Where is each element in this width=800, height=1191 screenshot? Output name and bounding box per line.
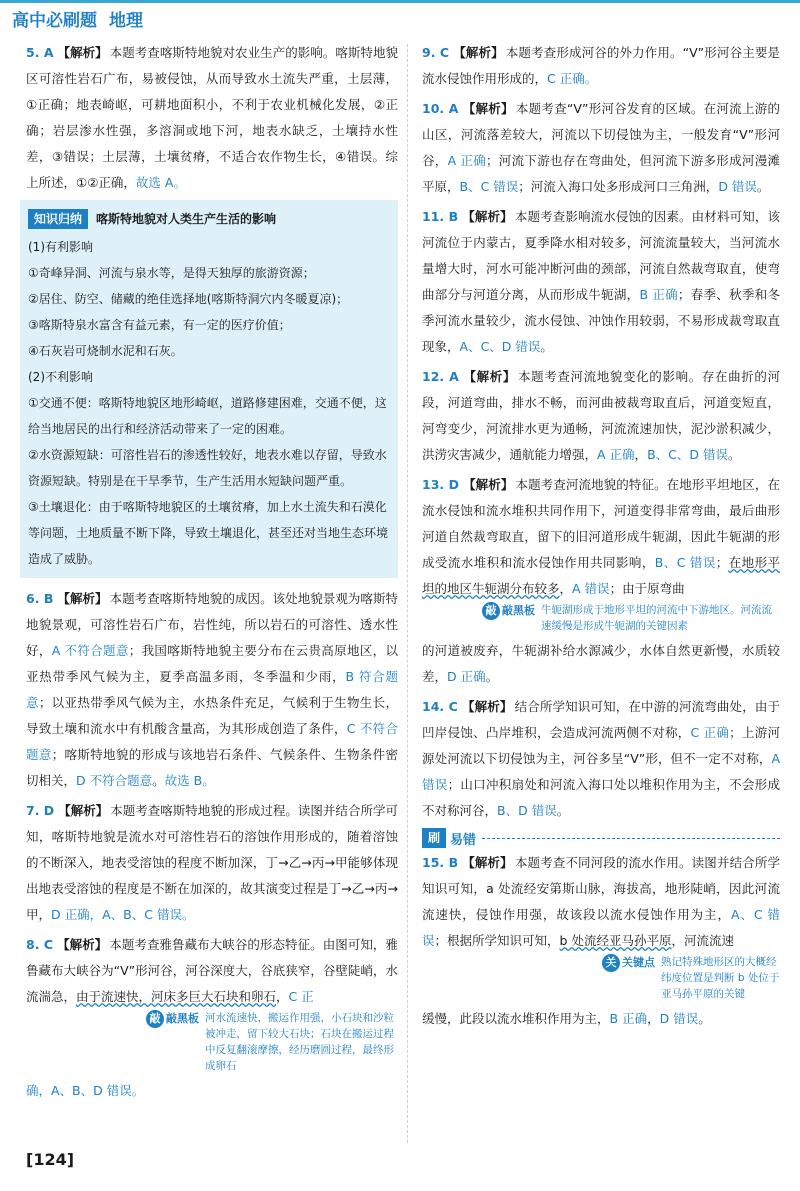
analysis-text: ； <box>715 555 729 570</box>
section-tag-text: 易错 <box>450 832 477 848</box>
question-6 <box>26 586 398 794</box>
page-header <box>12 4 143 32</box>
analysis-tag: 【解析】 <box>462 855 513 870</box>
analysis-text: 本题考查影响流水侵蚀的因素。由材料可知，该河流位于内蒙古，夏季降水相对较多，河流流量较大，当河流水量增大时，河水可能冲断河曲的颈部，河流自然裁弯取直，使弯曲部分与河道分离，从而形成牛轭湖， <box>422 209 780 302</box>
analysis-tag: 【解析】 <box>462 209 513 224</box>
analysis-tag: 【解析】 <box>453 45 504 60</box>
question-number: 7. D <box>26 803 55 818</box>
option-judgement: B、C、D 错误 <box>647 447 728 462</box>
question-number: 8. C <box>26 937 54 952</box>
left-column <box>26 40 398 1151</box>
knowledge-line: ③土壤退化：由于喀斯特地貌区的土壤贫瘠，加上水土流失和石漠化等问题，土地质量不断下降，导致土壤退化，甚至还对当地生态环境造成了威胁。 <box>28 500 389 566</box>
question-number: 13. D <box>422 477 459 492</box>
underlined-text: b 处流经亚马孙平原 <box>559 933 672 948</box>
knowledge-line: ③喀斯特泉水富含有益元素，有一定的医疗价值； <box>28 318 291 332</box>
answer-text: 故选 A。 <box>135 175 186 190</box>
tip-text: 牛轭湖形成于地形平坦的河流中下游地区。河流流速缓慢是形成牛轭湖的关键因素 <box>541 604 772 632</box>
question-7 <box>26 798 398 928</box>
analysis-text: 缓慢，此段以流水堆积作用为主， <box>422 1011 610 1026</box>
question-8 <box>26 932 398 1010</box>
option-judgement: B 正确 <box>639 287 678 302</box>
knowledge-line: ②居住、防空、储藏的绝佳选择地(喀斯特洞穴内冬暖夏凉)； <box>28 292 349 306</box>
answer-text: C 正确。 <box>547 71 598 86</box>
analysis-text: 本题考查河流地貌的特征。在地形平坦地区，在流水侵蚀和流水堆积共同作用下，河道变得非常弯曲，最后曲形河道自然裁弯取直，留下的旧河道形成牛轭湖，因此牛轭湖的形成受流水堆积和流水侵蚀作用共同影响， <box>422 477 780 570</box>
section-tag-line <box>482 838 780 839</box>
question-number: 10. A <box>422 101 459 116</box>
key-point-text: 熟记特殊地形区的大概经纬度位置是判断 b 处位于亚马孙平原的关键 <box>661 956 780 1000</box>
question-5 <box>26 40 398 196</box>
analysis-tag: 【解析】 <box>58 803 109 818</box>
analysis-tag: 【解析】 <box>462 477 514 492</box>
question-13 <box>422 472 780 602</box>
underlined-text: 在地形平坦的地区牛轭湖分布较多 <box>422 555 780 596</box>
column-divider <box>407 44 408 1143</box>
tip-label: 敲 敲黑板 <box>146 1010 199 1074</box>
answer-text: D 正确，A、B、C 错误。 <box>51 907 195 922</box>
option-judgement: B、C 错误 <box>459 179 519 194</box>
option-judgement: A 不符合题意 <box>51 643 129 658</box>
question-9 <box>422 40 780 92</box>
key-point-label: 关 关键点 <box>602 954 655 1002</box>
tip-note <box>482 602 780 634</box>
analysis-text: ；根据所学知识可知， <box>434 933 560 948</box>
analysis-text: 本题考查喀斯特地貌对农业生产的影响。喀斯特地貌区可溶性岩石广布，易被侵蚀，从而导致水土流失严重，土层薄，①正确；地表崎岖，可耕地面积小，不利于农业机械化发展，②正确；岩层渗水性强，多溶洞或地下河，地表水缺乏，土壤持水性差，③错误；土层薄，土壤贫瘠，不适合农作物生长，④错误。综上所述，①②正确， <box>26 45 398 190</box>
analysis-text: ；河流下游也存在弯曲处，但河流下游多形成河漫滩平原， <box>422 153 780 194</box>
analysis-text: 。 <box>556 803 570 818</box>
top-stripe <box>0 0 800 3</box>
analysis-text: 。 <box>485 669 499 684</box>
key-icon: 关 <box>602 954 620 972</box>
analysis-tag: 【解析】 <box>57 591 108 606</box>
analysis-text: ， <box>559 581 573 596</box>
analysis-text: 。 <box>540 339 553 354</box>
knowledge-title: 喀斯特地貌对人类生产生活的影响 <box>96 212 277 226</box>
analysis-text: 本题考查喀斯特地貌的形成过程。读图并结合所学可知，喀斯特地貌是流水对可溶性岩石的溶蚀作用形成的，随着溶蚀的不断深入，地表受溶蚀的程度不断加深，丁→乙→丙→甲能够体现出地表受溶蚀的程度是不断在加深的，故其演变过程是丁→乙→丙→甲， <box>26 803 398 922</box>
question-number: 11. B <box>422 209 459 224</box>
analysis-text: ， <box>276 989 289 1004</box>
underlined-text: 由于流速快，河床多巨大石块和卵石 <box>76 989 277 1004</box>
analysis-tag: 【解析】 <box>462 101 514 116</box>
knowledge-line: ①奇峰异洞、河流与泉水等，是得天独厚的旅游资源； <box>28 266 315 280</box>
knowledge-line: ①交通不便：喀斯特地貌区地形崎岖，道路修建困难，交通不便，这给当地居民的出行和经济活动带来了一定的困难。 <box>28 396 387 436</box>
knowledge-box <box>20 200 398 578</box>
analysis-text: 本题考查河流地貌变化的影响。存在曲折的河段，河道弯曲，排水不畅，而河曲被裁弯取直后，河道变短直，河弯变少，河流排水更为通畅，河流流速加快，泥沙淤积减少，洪涝灾害减少，通航能力增强， <box>422 369 780 462</box>
analysis-text: ；上游河源处河流以下切侵蚀为主，河谷多呈“V”形，但不一定不对称， <box>422 725 780 766</box>
question-number: 12. A <box>422 369 459 384</box>
analysis-text: ；山口冲积扇处和河流入海口处以堆积作用为主，不会形成不对称河谷， <box>422 777 780 818</box>
option-judgement: B、C 错误 <box>654 555 716 570</box>
option-judgement: C 正确 <box>690 725 730 740</box>
question-15 <box>422 850 780 954</box>
option-judgement: D 正确 <box>447 669 486 684</box>
analysis-text: ；由于原弯曲 <box>609 581 685 596</box>
option-judgement: B 正确 <box>609 1011 648 1026</box>
analysis-text: 本题考查形成河谷的外力作用。“V”形河谷主要是流水侵蚀作用形成的， <box>422 45 780 86</box>
option-judgement: D 错误 <box>659 1011 699 1026</box>
option-judgement: C 不符合题意 <box>26 721 398 762</box>
option-judgement: B 符合题意 <box>26 669 398 710</box>
analysis-text: 。 <box>756 179 770 194</box>
analysis-text: ；春季、秋季和冬季河流水量较少，流水侵蚀、冲蚀作用较弱，不易形成裁弯取直现象， <box>422 287 780 354</box>
option-judgement: A、C 错误 <box>422 907 780 948</box>
tip-icon: 敲 <box>146 1010 164 1028</box>
question-number: 9. C <box>422 45 450 60</box>
analysis-tag: 【解析】 <box>57 937 108 952</box>
tip-icon: 敲 <box>482 602 500 620</box>
analysis-text: 。 <box>698 1011 711 1026</box>
option-judgement: B、D 错误 <box>497 803 557 818</box>
option-judgement: A 错误 <box>572 581 610 596</box>
question-number: 15. B <box>422 855 459 870</box>
analysis-text: ， <box>647 1011 660 1026</box>
analysis-text: ；喀斯特地貌的形成与该地岩石条件、气候条件、生物条件密切相关， <box>26 747 398 788</box>
knowledge-line: (1)有利影响 <box>28 240 93 254</box>
question-13-end <box>422 638 780 690</box>
book-title: 高中必刷题 <box>12 10 97 31</box>
analysis-text: 本题考查雅鲁藏布大峡谷的形态特征。由图可知，雅鲁藏布大峡谷为“V”形河谷，河谷深度大，谷底狭窄，谷壁陡峭，水流湍急， <box>26 937 398 1004</box>
option-judgement: D 错误 <box>718 179 757 194</box>
question-number: 5. A <box>26 45 54 60</box>
knowledge-box-header <box>28 206 388 232</box>
question-10 <box>422 96 780 200</box>
analysis-text: 的河道被废弃，牛轭湖补给水源减少，水体自然更新慢，水质较差， <box>422 643 780 684</box>
question-14 <box>422 694 780 824</box>
question-11 <box>422 204 780 360</box>
analysis-text: ，河流流速 <box>671 933 734 948</box>
option-judgement: A、C、D 错误 <box>459 339 541 354</box>
analysis-tag: 【解析】 <box>57 45 108 60</box>
question-12 <box>422 364 780 468</box>
answer-text: C 正 <box>288 989 314 1004</box>
subject-title: 地理 <box>109 10 143 31</box>
question-number: 14. C <box>422 699 458 714</box>
analysis-tag: 【解析】 <box>461 699 513 714</box>
analysis-text: ；河流入海口处多形成河口三角洲， <box>518 179 719 194</box>
section-tag-label: 刷 <box>422 828 446 848</box>
question-number: 6. B <box>26 591 54 606</box>
option-judgement: A 正确 <box>447 153 487 168</box>
analysis-text: 本题考查喀斯特地貌的成因。该处地貌景观为喀斯特地貌景观，可溶性岩石广布，岩性纯，所以岩石的可溶性、透水性好， <box>26 591 398 658</box>
analysis-text: ， <box>634 447 648 462</box>
key-point-note <box>602 954 780 1002</box>
question-8-end <box>26 1078 398 1104</box>
answer-text: 确，A、B、D 错误。 <box>26 1083 145 1098</box>
knowledge-line: ④石灰岩可烧制水泥和石灰。 <box>28 344 183 358</box>
section-tag-error-prone <box>422 828 780 848</box>
answer-text: 故选 B。 <box>164 773 215 788</box>
analysis-text: 本题考查不同河段的流水作用。读图并结合所学知识可知，a 处流经安第斯山脉，海拔高，地形陡峭，因此河流流速快，侵蚀作用强，故该段以流水侵蚀作用为主， <box>422 855 780 922</box>
knowledge-line: ②水资源短缺：可溶性岩石的渗透性较好，地表水难以存留，导致水资源短缺。特别是在干旱季节，生产生活用水短缺问题严重。 <box>28 448 387 488</box>
knowledge-line: (2)不利影响 <box>28 370 93 384</box>
page-number: [124] <box>26 1150 75 1169</box>
option-judgement: D 不符合题意 <box>76 773 153 788</box>
knowledge-tag: 知识归纳 <box>28 209 88 229</box>
analysis-text: 。 <box>152 773 165 788</box>
question-15-end <box>422 1006 780 1032</box>
tip-note <box>146 1010 398 1074</box>
analysis-tag: 【解析】 <box>462 369 516 384</box>
analysis-text: 本题考查“V”形河谷发育的区域。在河流上游的山区，河流落差较大，河流以下切侵蚀为主，一般发育“V”形河谷， <box>422 101 780 168</box>
tip-label: 敲 敲黑板 <box>482 602 535 634</box>
right-column <box>422 40 780 1151</box>
analysis-text: ；以亚热带季风气候为主，水热条件充足，气候利于生物生长，导致土壤和流水中有机酸含量高，为其形成创造了条件， <box>26 695 398 736</box>
tip-text: 河水流速快，搬运作用强，小石块和沙粒被冲走，留下较大石块；石块在搬运过程中反复翻滚摩擦，经历磨圆过程，最终形成卵石 <box>205 1012 394 1072</box>
analysis-text: 。 <box>727 447 741 462</box>
option-judgement: A 错误 <box>422 751 780 792</box>
analysis-text: 结合所学知识可知，在中游的河流弯曲处，由于凹岸侵蚀、凸岸堆积，会造成河流两侧不对称， <box>422 699 780 740</box>
analysis-text: ；我国喀斯特地貌主要分布在云贵高原地区，以亚热带季风气候为主，夏季高温多雨，冬季温和少雨， <box>26 643 398 684</box>
option-judgement: A 正确 <box>597 447 635 462</box>
